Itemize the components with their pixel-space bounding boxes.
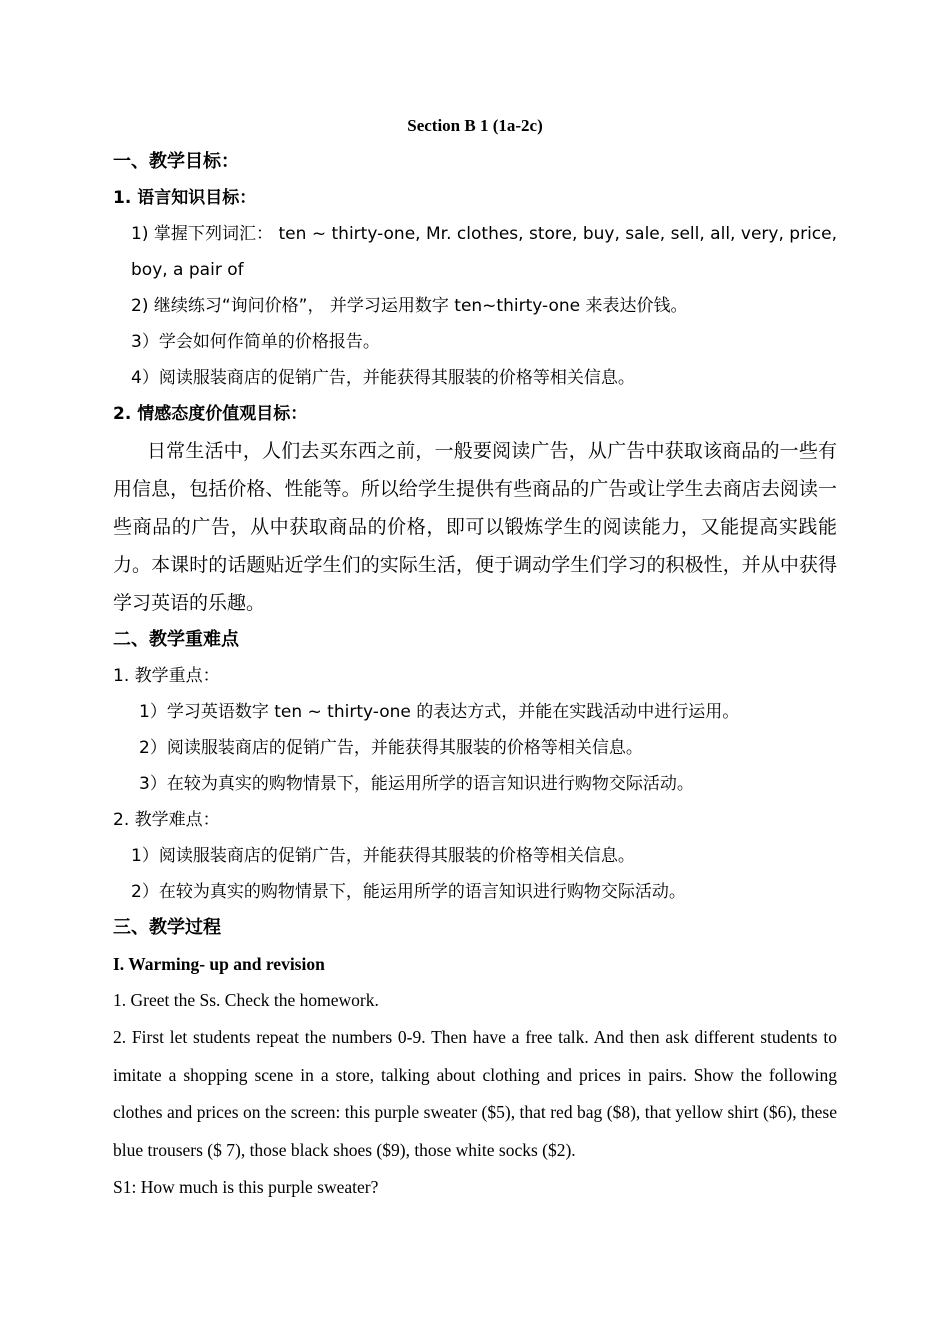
document-body	[113, 108, 837, 1206]
process-step-2: 2. First let students repeat the numbers 0-9. Then have a free talk. And then ask different students to imitate a shopping scene in a store, talking about clothing and prices in pairs. Show the following clothes and prices on the screen: this purple sweater ($5), that red bag ($8), that yellow shirt ($6), these blue trousers ($ 7), those black shoes ($9), those white socks ($2).	[113, 1027, 837, 1160]
subheading-warming-up: I. Warming- up and revision	[113, 954, 325, 974]
subheading-affective-objectives: 2. 情感态度价值观目标：	[113, 404, 308, 424]
subheading-difficult-points: 2. 教学难点：	[113, 810, 220, 830]
objective-item-4: 4）阅读服装商店的促销广告，并能获得其服装的价格等相关信息。	[131, 368, 635, 388]
key-point-item-1: 1）学习英语数字 ten ~ thirty-one 的表达方式，并能在实践活动中进行运用。	[139, 702, 740, 722]
dialogue-line-s1: S1: How much is this purple sweater?	[113, 1177, 379, 1198]
affective-objectives-paragraph: 日常生活中，人们去买东西之前，一般要阅读广告，从广告中获取该商品的一些有用信息，包括价格、性能等。所以给学生提供有些商品的广告或让学生去商店去阅读一些商品的广告，从中获取商品的价格，即可以锻炼学生的阅读能力，又能提高实践能力。本课时的话题贴近学生们的实际生活，便于调动学生们学习的积极性，并从中获得学习英语的乐趣。	[113, 440, 837, 614]
document-title: Section B 1 (1a-2c)	[407, 116, 543, 135]
objective-item-3: 3）学会如何作简单的价格报告。	[131, 332, 380, 352]
subheading-language-objectives: 1. 语言知识目标：	[113, 188, 257, 208]
key-point-item-2: 2）阅读服装商店的促销广告，并能获得其服装的价格等相关信息。	[139, 738, 643, 758]
difficult-point-item-2: 2）在较为真实的购物情景下，能运用所学的语言知识进行购物交际活动。	[131, 882, 686, 902]
section-heading-key-points: 二、教学重难点	[113, 629, 239, 650]
difficult-point-item-1: 1）阅读服装商店的促销广告，并能获得其服装的价格等相关信息。	[131, 846, 635, 866]
subheading-key-points: 1. 教学重点：	[113, 666, 220, 686]
process-step-1: 1. Greet the Ss. Check the homework.	[113, 990, 379, 1010]
objective-item-2: 2) 继续练习“询问价格”， 并学习运用数字 ten~thirty-one 来表达价钱。	[131, 296, 688, 316]
section-heading-process: 三、教学过程	[113, 917, 221, 938]
objective-item-1: 1) 掌握下列词汇： ten ~ thirty-one, Mr. clothes, store, buy, sale, sell, all, very, price, boy, a pair of	[131, 224, 837, 280]
key-point-item-3: 3）在较为真实的购物情景下，能运用所学的语言知识进行购物交际活动。	[139, 774, 694, 794]
section-heading-objectives: 一、教学目标：	[113, 151, 239, 172]
